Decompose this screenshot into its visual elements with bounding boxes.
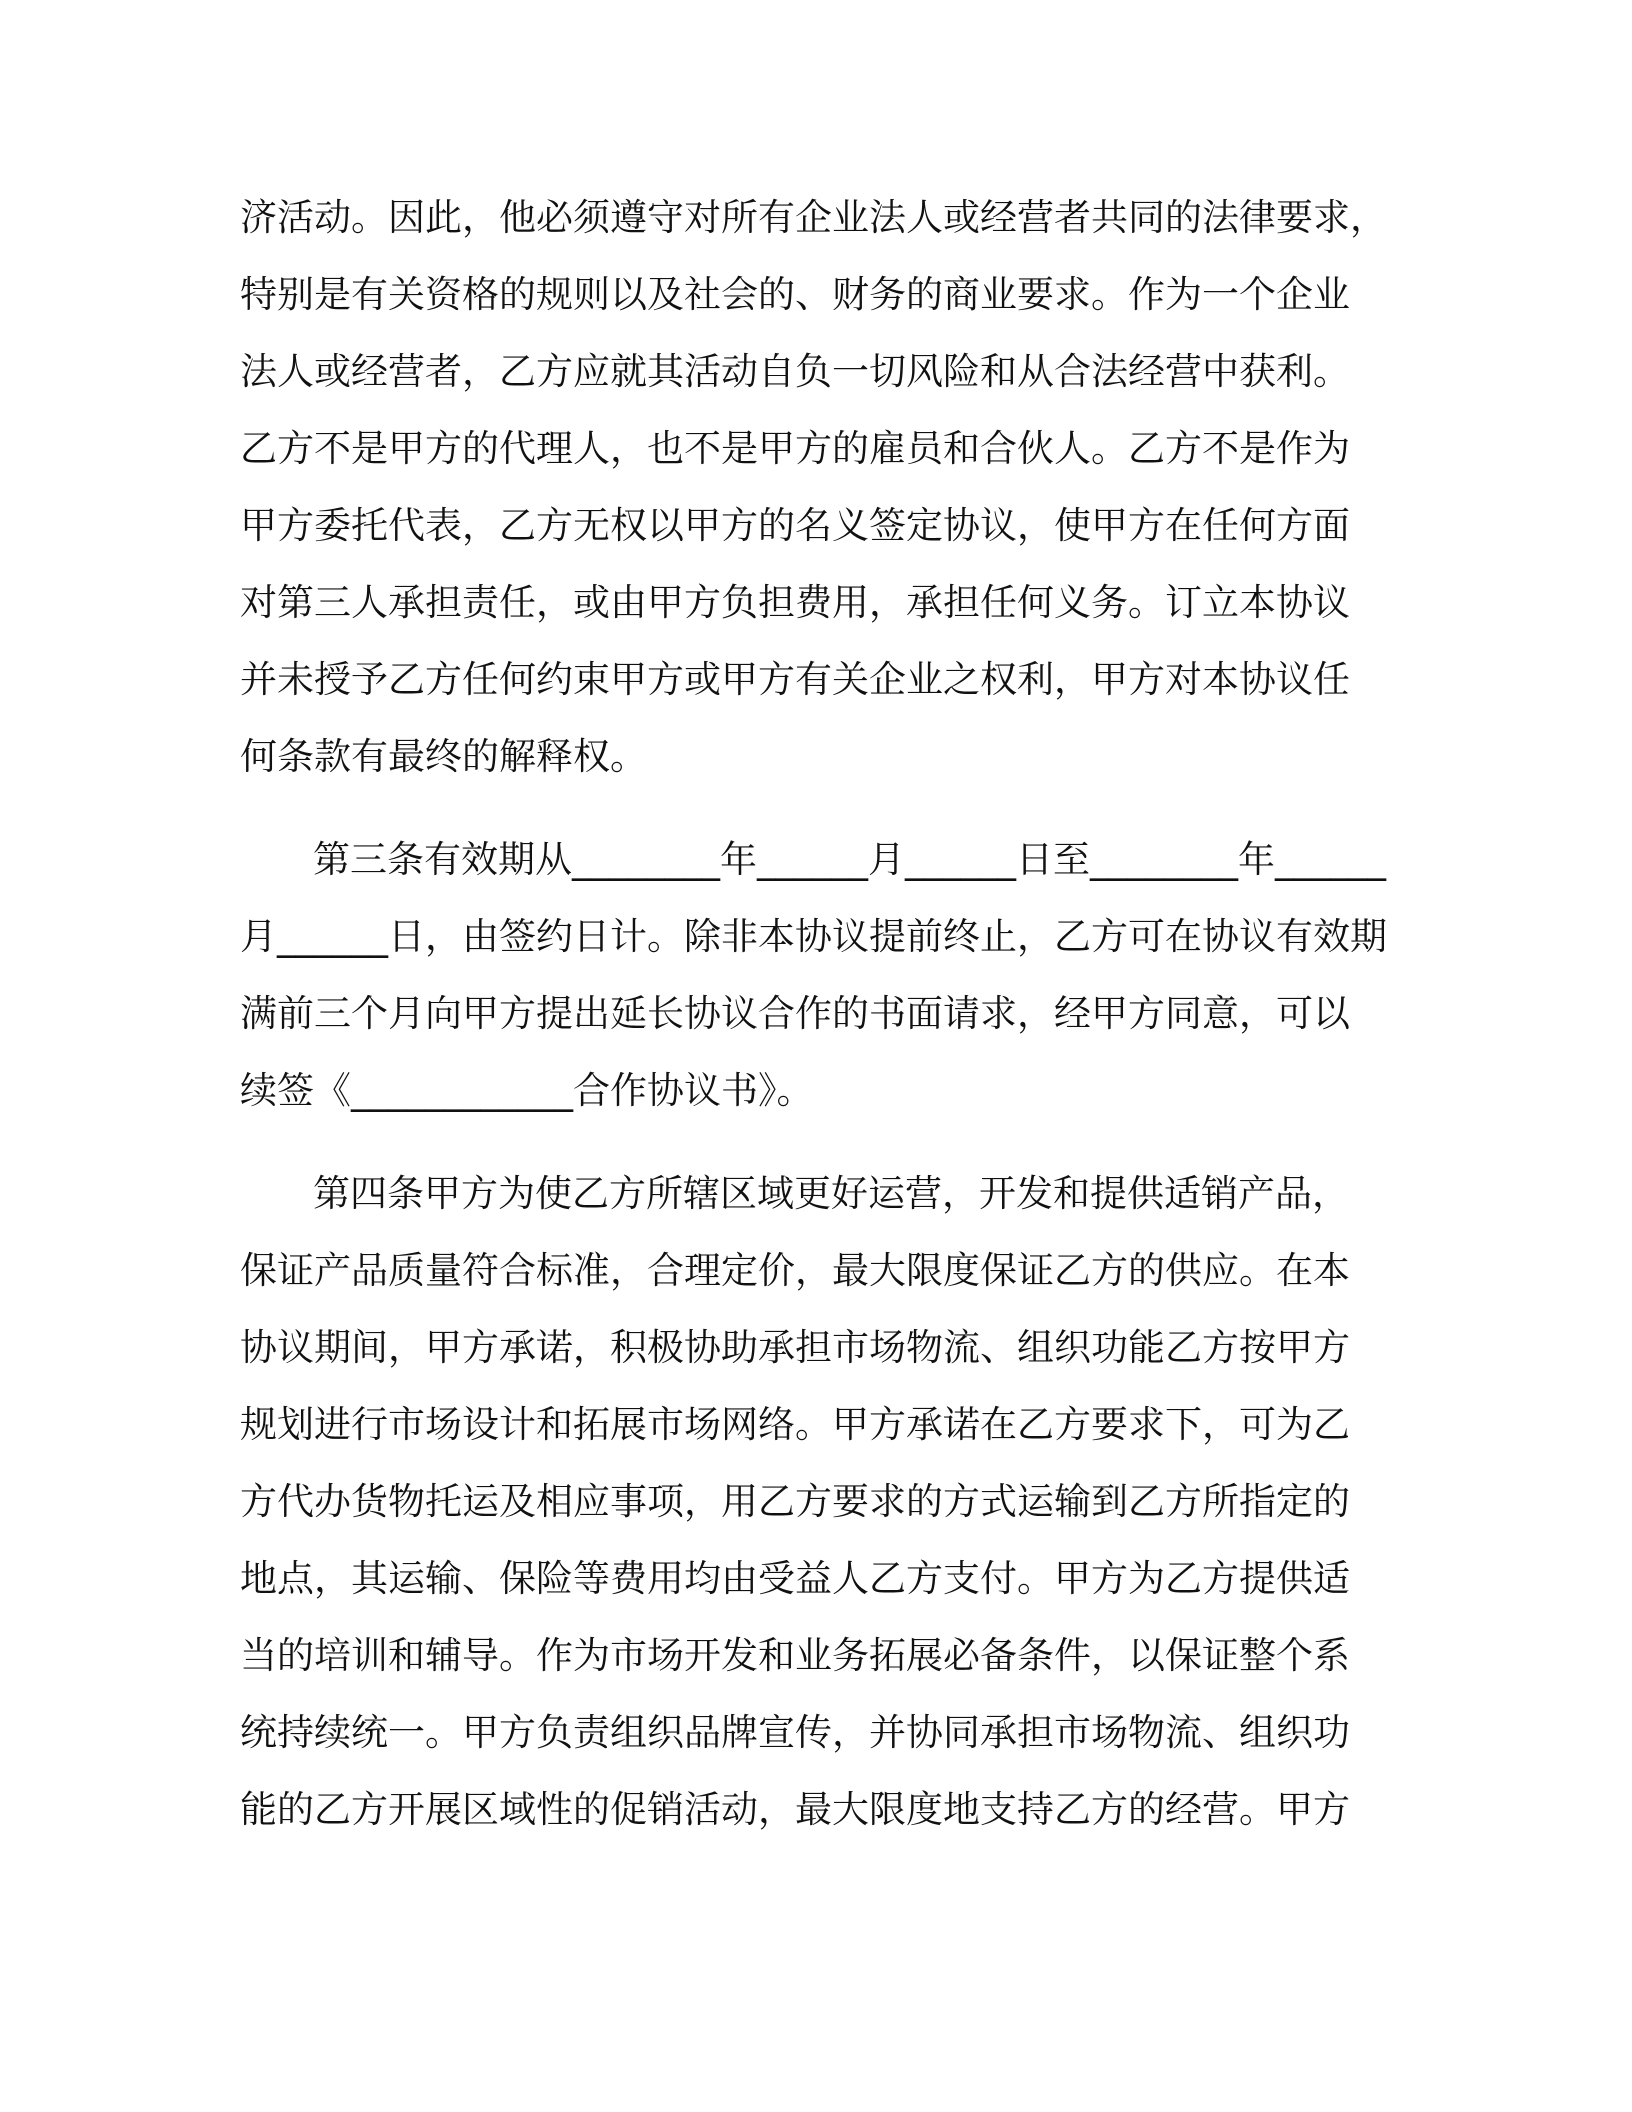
paragraph-1-line-2: 特别是有关资格的规则以及社会的、财务的商业要求。作为一个企业 (240, 273, 1350, 316)
article-3-line-4: 续签《____________合作协议书》。 (240, 1069, 814, 1112)
paragraph-1-line-6: 对第三人承担责任，或由甲方负担费用，承担任何义务。订立本协议 (240, 581, 1350, 624)
paragraph-1-line-7: 并未授予乙方任何约束甲方或甲方有关企业之权利，甲方对本协议任 (240, 658, 1350, 701)
article-4-line-5: 方代办货物托运及相应事项，用乙方要求的方式运输到乙方所指定的 (240, 1480, 1350, 1523)
article-3-line-2: 月______日，由签约日计。除非本协议提前终止，乙方可在协议有效期 (240, 915, 1387, 958)
paragraph-1-line-1: 济活动。因此，他必须遵守对所有企业法人或经营者共同的法律要求， (240, 196, 1387, 239)
paragraph-1-line-5: 甲方委托代表，乙方无权以甲方的名义签定协议，使甲方在任何方面 (240, 504, 1350, 547)
article-4-line-2: 保证产品质量符合标准，合理定价，最大限度保证乙方的供应。在本 (240, 1249, 1350, 1292)
article-4-line-8: 统持续统一。甲方负责组织品牌宣传，并协同承担市场物流、组织功 (240, 1711, 1350, 1754)
article-4-line-6: 地点，其运输、保险等费用均由受益人乙方支付。甲方为乙方提供适 (240, 1557, 1350, 1600)
article-4-line-1: 第四条甲方为使乙方所辖区域更好运营，开发和提供适销产品， (313, 1172, 1349, 1215)
article-4-line-7: 当的培训和辅导。作为市场开发和业务拓展必备条件，以保证整个系 (240, 1634, 1350, 1677)
paragraph-1-line-4: 乙方不是甲方的代理人，也不是甲方的雇员和合伙人。乙方不是作为 (240, 427, 1350, 470)
paragraph-1-line-8: 何条款有最终的解释权。 (240, 735, 647, 778)
paragraph-1-line-3: 法人或经营者，乙方应就其活动自负一切风险和从合法经营中获利。 (240, 350, 1350, 393)
article-3-line-3: 满前三个月向甲方提出延长协议合作的书面请求，经甲方同意，可以 (240, 992, 1350, 1035)
article-4-line-9: 能的乙方开展区域性的促销活动，最大限度地支持乙方的经营。甲方 (240, 1788, 1350, 1831)
article-4-line-3: 协议期间，甲方承诺，积极协助承担市场物流、组织功能乙方按甲方 (240, 1326, 1350, 1369)
article-4-line-4: 规划进行市场设计和拓展市场网络。甲方承诺在乙方要求下，可为乙 (240, 1403, 1350, 1446)
article-3-line-1: 第三条有效期从________年______月______日至________年______ (313, 838, 1386, 881)
